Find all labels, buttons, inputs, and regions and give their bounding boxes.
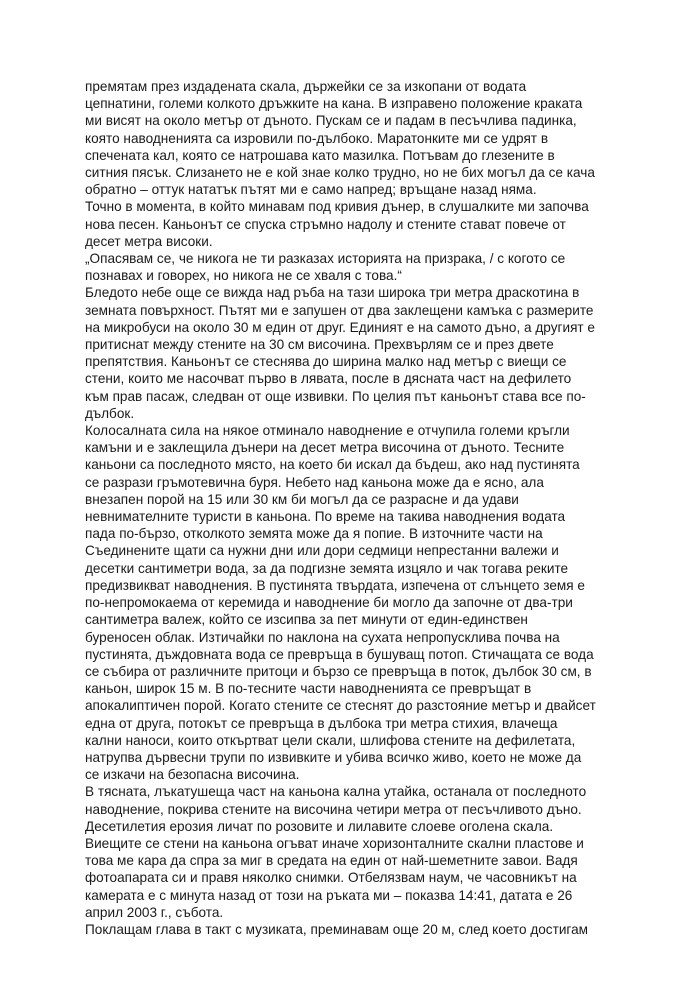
- text-line: каньон, широк 15 м. В по-тесните части наводненията се превръщат в: [85, 681, 532, 697]
- text-line: на микробуси на около 30 м един от друг. Единият е на самото дъно, а другият е: [85, 319, 595, 335]
- text-line: април 2003 г., събота.: [85, 904, 224, 920]
- text-line: Поклащам глава в такт с музиката, преминавам още 20 м, след което достигам: [85, 921, 588, 937]
- text-line: Бледото небе още се вижда над ръба на тази широка три метра драскотина в: [85, 285, 580, 301]
- body-text: [85, 78, 630, 938]
- text-line: фотоапарата си и правя няколко снимки. Отбелязвам наум, че часовникът на: [85, 870, 577, 886]
- text-line: сантиметра валеж, който се изсипва за пет минути от един-единствен: [85, 612, 528, 628]
- text-line: камерата е с минута назад от този на ръката ми – показва 14:41, датата е 26: [85, 887, 573, 903]
- text-line: притиснат между стените на 30 см височина. Прехвърлям се и през двете: [85, 337, 554, 353]
- text-line: камъни и е заклещила дънери на десет метра височина от дъното. Тесните: [85, 440, 565, 456]
- text-line: познавах и говорех, но никога не се хваля с това.“: [85, 268, 402, 284]
- text-line: обратно – оттук нататък пътят ми е само напред; връщане назад няма.: [85, 182, 537, 198]
- text-line: „Опасявам се, че никога не ти разказах историята на призрака, / с когото се: [85, 251, 566, 267]
- text-line: десет метра високи.: [85, 233, 213, 249]
- text-line: Точно в момента, в който минавам под кривия дънер, в слушалките ми започва: [85, 199, 589, 215]
- text-line: Десетилетия ерозия личат по розовите и лилавите слоеве оголена скала.: [85, 818, 554, 834]
- text-line: една от друга, потокът се превръща в дълбока три метра стихия, влачеща: [85, 715, 558, 731]
- text-line: стени, които ме насочват първо в лявата, после в дясната част на дефилето: [85, 371, 572, 387]
- text-line: дълбок.: [85, 405, 135, 421]
- text-line: пустинята, дъждовната вода се превръща в бушуващ потоп. Стичащата се вода: [85, 646, 594, 662]
- text-line: препятствия. Каньонът се стеснява до ширина малко над метър с виещи се: [85, 354, 567, 370]
- text-line: десетки сантиметри вода, за да подгизне земята изцяло и чак тогава реките: [85, 560, 569, 576]
- text-line: пада по-бързо, отколкото земята може да я попие. В източните части на: [85, 526, 543, 542]
- text-line: Колосалната сила на някое отминало наводнение е отчупила големи кръгли: [85, 423, 570, 439]
- text-line: нова песен. Каньонът се спуска стръмно надолу и стените стават повече от: [85, 216, 566, 232]
- text-line: Съединените щати са нужни дни или дори седмици непрестанни валежи и: [85, 543, 559, 559]
- text-line: се събира от различните притоци и бързо се превръща в поток, дълбок 30 см, в: [85, 663, 592, 679]
- text-line: наводнение, покрива стените на височина четири метра от песъчливото дъно.: [85, 801, 582, 817]
- text-line: спечената кал, която се натрошава като мазилка. Потъвам до глезените в: [85, 147, 555, 163]
- text-line: това ме кара да спра за миг в средата на един от най-шеметните завои. Вадя: [85, 853, 578, 869]
- text-line: невнимателните туристи в каньона. По време на такива наводнения водата: [85, 509, 566, 525]
- text-line: цепнатини, големи колкото дръжките на кана. В изправено положение краката: [85, 96, 583, 112]
- text-line: ми висят на около метър от дъното. Пускам се и падам в песъчлива падинка,: [85, 113, 577, 129]
- text-line: се разрази гръмотевична буря. Небето над каньона може да е ясно, ала: [85, 474, 544, 490]
- text-line: която наводненията са изровили по-дълбоко. Маратонките ми се удрят в: [85, 130, 549, 146]
- text-line: предизвикват наводнения. В пустинята твърдата, изпечена от слънцето земя е: [85, 577, 585, 593]
- text-line: към прав пасаж, следван от още извивки. По целия път каньонът става все по-: [85, 388, 586, 404]
- text-line: по-непромокаема от керемида и наводнение би могло да започне от два-три: [85, 595, 573, 611]
- text-line: каньони са последното място, на което би искал да бъдеш, ако над пустинята: [85, 457, 580, 473]
- text-line: кални наноси, които откъртват цели скали, шлифова стените на дефилетата,: [85, 732, 576, 748]
- text-line: В тясната, лъкатушеща част на каньона кална утайка, останала от последното: [85, 784, 587, 800]
- text-line: Виещите се стени на каньона огъват иначе хоризонталните скални пластове и: [85, 835, 584, 851]
- text-line: земната повърхност. Пътят ми е запушен от два заклещени камъка с размерите: [85, 302, 594, 318]
- text-line: апокалиптичен порой. Когато стените се стеснят до разстояние метър и двайсет: [85, 698, 596, 714]
- text-line: натрупва дървесни трупи по извивките и убива всичко живо, което не може да: [85, 749, 582, 765]
- text-line: премятам през издадената скала, държейки се за изкопани от водата: [85, 79, 527, 94]
- text-line: буреносен облак. Изтичайки по наклона на сухата непропусклива почва на: [85, 629, 560, 645]
- text-line: ситния пясък. Слизането не е кой знае колко трудно, но не бих могъл да се кача: [85, 165, 595, 181]
- text-line: се изкачи на безопасна височина.: [85, 767, 300, 783]
- text-line: внезапен порой на 15 или 30 км би могъл да се разрасне и да удави: [85, 491, 519, 507]
